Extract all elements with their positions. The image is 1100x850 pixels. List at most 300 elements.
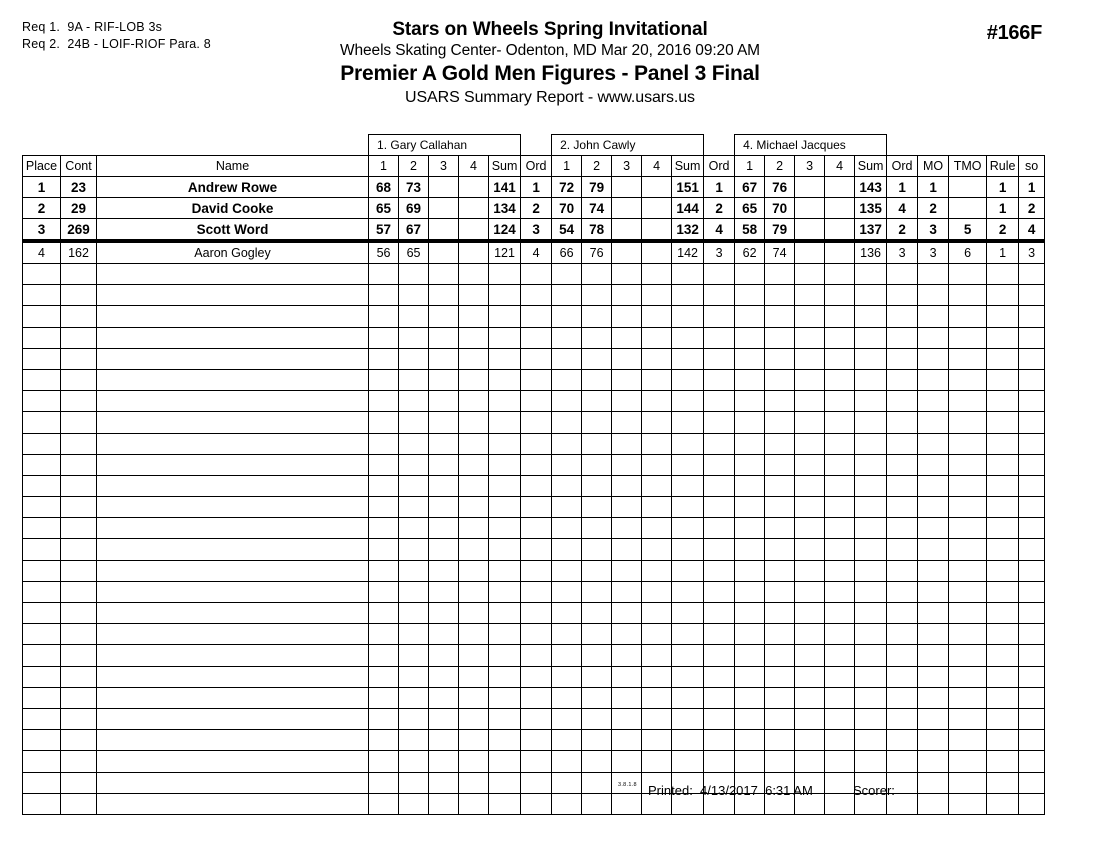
- cell-j3-figure-1: 65: [735, 198, 765, 219]
- cell-j3-figure-3: [795, 285, 825, 306]
- cell-j1-figure-3: [429, 285, 459, 306]
- cell-j2-ord: [704, 369, 735, 390]
- cell-j2-figure-3: [612, 751, 642, 772]
- cell-j2-figure-1: [552, 369, 582, 390]
- cell-rule: [987, 687, 1019, 708]
- cell-j1-ord: [521, 369, 552, 390]
- cell-j1-figure-2: [399, 433, 429, 454]
- cell-j2-ord: [704, 581, 735, 602]
- cell-j2-figure-4: [642, 454, 672, 475]
- cell-j3-figure-4: [825, 454, 855, 475]
- cell-j1-ord: [521, 348, 552, 369]
- cell-j1-figure-2: 67: [399, 219, 429, 242]
- cell-place: [23, 624, 61, 645]
- cell-j2-figure-4: [642, 708, 672, 729]
- table-row-empty[interactable]: [23, 645, 1045, 666]
- table-row-empty[interactable]: [23, 327, 1045, 348]
- cell-j3-sum: [855, 369, 887, 390]
- cell-j2-figure-3: [612, 264, 642, 285]
- table-row-empty[interactable]: [23, 539, 1045, 560]
- cell-j3-figure-1: [735, 645, 765, 666]
- cell-j3-figure-4: [825, 219, 855, 242]
- cell-j2-sum: [672, 687, 704, 708]
- cell-j3-figure-3: [795, 708, 825, 729]
- division-title: Premier A Gold Men Figures - Panel 3 Final: [340, 62, 760, 85]
- cell-place: [23, 285, 61, 306]
- cell-j3-figure-3: [795, 433, 825, 454]
- cell-j1-figure-4: [459, 264, 489, 285]
- cell-j3-figure-4: [825, 306, 855, 327]
- table-row-empty[interactable]: [23, 581, 1045, 602]
- table-row-empty[interactable]: [23, 369, 1045, 390]
- cell-skater-name: Scott Word: [97, 219, 369, 242]
- cell-j2-figure-1: [552, 666, 582, 687]
- cell-j1-sum: [489, 687, 521, 708]
- cell-j2-figure-2: [582, 369, 612, 390]
- col-header-j3-sum: Sum: [855, 156, 887, 177]
- cell-j3-figure-2: [765, 645, 795, 666]
- results-table: [22, 134, 1045, 815]
- cell-j3-figure-1: [735, 751, 765, 772]
- cell-j1-sum: [489, 581, 521, 602]
- cell-j2-figure-4: [642, 624, 672, 645]
- col-header-j1-figure-2: 2: [399, 156, 429, 177]
- cell-tmo: [949, 306, 987, 327]
- cell-j1-figure-1: 68: [369, 177, 399, 198]
- cell-j1-sum: [489, 327, 521, 348]
- cell-j3-ord: [887, 751, 918, 772]
- cell-skater-name: [97, 687, 369, 708]
- col-header-j2-figure-3: 3: [612, 156, 642, 177]
- cell-j1-sum: [489, 433, 521, 454]
- cell-j3-figure-4: [825, 497, 855, 518]
- cell-j3-figure-4: [825, 241, 855, 264]
- cell-j3-figure-2: [765, 454, 795, 475]
- cell-place: [23, 645, 61, 666]
- cell-rule: [987, 475, 1019, 496]
- cell-place: 4: [23, 241, 61, 264]
- cell-j2-figure-1: [552, 603, 582, 624]
- cell-j3-sum: [855, 751, 887, 772]
- cell-j3-ord: 2: [887, 219, 918, 242]
- cell-j2-figure-4: [642, 560, 672, 581]
- cell-j2-figure-1: [552, 581, 582, 602]
- cell-j2-sum: [672, 327, 704, 348]
- cell-j1-figure-2: [399, 751, 429, 772]
- cell-rule: [987, 285, 1019, 306]
- cell-j2-ord: [704, 624, 735, 645]
- cell-j2-figure-1: [552, 391, 582, 412]
- event-title: Stars on Wheels Spring Invitational: [392, 19, 708, 40]
- cell-j2-figure-4: [642, 475, 672, 496]
- cell-j1-figure-2: [399, 730, 429, 751]
- cell-j1-figure-4: [459, 581, 489, 602]
- cell-mo: [918, 433, 949, 454]
- cell-j1-figure-2: 69: [399, 198, 429, 219]
- cell-j3-figure-1: [735, 285, 765, 306]
- cell-j2-sum: [672, 730, 704, 751]
- cell-mo: [918, 518, 949, 539]
- cell-j1-figure-4: [459, 560, 489, 581]
- table-row-empty[interactable]: [23, 730, 1045, 751]
- judge-banner-spacer: [23, 135, 369, 156]
- table-row-empty[interactable]: [23, 348, 1045, 369]
- cell-skater-name: [97, 560, 369, 581]
- cell-j1-figure-4: [459, 306, 489, 327]
- cell-j3-figure-3: [795, 666, 825, 687]
- cell-j1-figure-2: [399, 264, 429, 285]
- cell-j2-sum: [672, 412, 704, 433]
- cell-j1-figure-2: [399, 518, 429, 539]
- cell-j2-figure-2: [582, 581, 612, 602]
- cell-j3-ord: [887, 518, 918, 539]
- cell-j2-figure-4: [642, 433, 672, 454]
- cell-j3-figure-2: [765, 624, 795, 645]
- cell-j3-sum: [855, 497, 887, 518]
- cell-j3-figure-1: [735, 603, 765, 624]
- cell-j2-figure-3: [612, 306, 642, 327]
- table-row-empty[interactable]: [23, 285, 1045, 306]
- judge-name-2: 2. John Cawly: [552, 135, 704, 156]
- cell-so: [1019, 348, 1045, 369]
- cell-cont: [61, 708, 97, 729]
- cell-mo: 1: [918, 177, 949, 198]
- cell-mo: [918, 539, 949, 560]
- cell-j3-figure-2: [765, 433, 795, 454]
- cell-rule: 2: [987, 219, 1019, 242]
- cell-rule: [987, 497, 1019, 518]
- table-row-empty[interactable]: [23, 603, 1045, 624]
- cell-skater-name: [97, 581, 369, 602]
- cell-tmo: [949, 581, 987, 602]
- cell-tmo: [949, 198, 987, 219]
- cell-j3-sum: [855, 454, 887, 475]
- cell-skater-name: [97, 497, 369, 518]
- cell-place: [23, 475, 61, 496]
- cell-cont: [61, 560, 97, 581]
- cell-so: [1019, 454, 1045, 475]
- table-row-empty[interactable]: [23, 666, 1045, 687]
- cell-j1-figure-1: [369, 624, 399, 645]
- table-row-empty[interactable]: [23, 687, 1045, 708]
- cell-j3-sum: [855, 518, 887, 539]
- cell-j1-figure-2: [399, 581, 429, 602]
- table-row[interactable]: [23, 219, 1045, 242]
- cell-j2-ord: [704, 264, 735, 285]
- cell-j2-figure-4: [642, 198, 672, 219]
- cell-j2-figure-3: [612, 369, 642, 390]
- cell-j3-figure-1: [735, 539, 765, 560]
- cell-place: [23, 730, 61, 751]
- cell-j3-figure-2: [765, 687, 795, 708]
- cell-j2-figure-4: [642, 412, 672, 433]
- cell-j1-figure-1: [369, 348, 399, 369]
- cell-j3-figure-2: [765, 285, 795, 306]
- cell-j3-sum: [855, 285, 887, 306]
- cell-j3-figure-2: [765, 560, 795, 581]
- cell-j3-ord: [887, 666, 918, 687]
- scorer-label: Scorer:: [853, 783, 895, 798]
- cell-j2-figure-1: [552, 475, 582, 496]
- cell-j3-sum: [855, 603, 887, 624]
- cell-j1-figure-4: [459, 327, 489, 348]
- table-row-empty[interactable]: [23, 475, 1045, 496]
- cell-rule: [987, 751, 1019, 772]
- cell-j3-figure-1: [735, 369, 765, 390]
- cell-j3-figure-1: [735, 518, 765, 539]
- cell-j3-figure-2: [765, 264, 795, 285]
- cell-mo: [918, 687, 949, 708]
- cell-j2-figure-4: [642, 241, 672, 264]
- cell-j2-ord: [704, 348, 735, 369]
- cell-j1-ord: [521, 624, 552, 645]
- cell-j1-figure-3: [429, 264, 459, 285]
- cell-j2-ord: [704, 687, 735, 708]
- col-header-rule: Rule: [987, 156, 1019, 177]
- cell-j3-sum: [855, 624, 887, 645]
- cell-j2-figure-4: [642, 666, 672, 687]
- cell-place: [23, 454, 61, 475]
- cell-j3-sum: [855, 475, 887, 496]
- cell-j3-figure-4: [825, 348, 855, 369]
- cell-j2-figure-3: [612, 730, 642, 751]
- cell-skater-name: [97, 327, 369, 348]
- table-row-empty[interactable]: [23, 412, 1045, 433]
- cell-j2-figure-4: [642, 327, 672, 348]
- cell-rule: 1: [987, 177, 1019, 198]
- cell-j3-figure-3: [795, 327, 825, 348]
- cell-j3-ord: 4: [887, 198, 918, 219]
- cell-j2-figure-4: [642, 751, 672, 772]
- cell-j2-sum: [672, 264, 704, 285]
- cell-j3-figure-2: [765, 751, 795, 772]
- cell-place: 1: [23, 177, 61, 198]
- cell-tmo: 5: [949, 219, 987, 242]
- cell-j3-figure-1: [735, 475, 765, 496]
- cell-rule: [987, 433, 1019, 454]
- cell-j3-ord: [887, 412, 918, 433]
- cell-j1-figure-2: 65: [399, 241, 429, 264]
- judge-header-row: [23, 135, 1045, 156]
- cell-j3-figure-3: [795, 348, 825, 369]
- table-row-empty[interactable]: [23, 518, 1045, 539]
- cell-j3-figure-3: [795, 219, 825, 242]
- cell-j2-figure-4: [642, 391, 672, 412]
- cell-j2-figure-1: [552, 624, 582, 645]
- cell-j2-figure-4: [642, 177, 672, 198]
- cell-j1-figure-3: [429, 581, 459, 602]
- cell-skater-name: [97, 369, 369, 390]
- cell-rule: [987, 624, 1019, 645]
- judge-banner-gap-1: [521, 135, 552, 156]
- cell-skater-name: [97, 603, 369, 624]
- cell-cont: [61, 433, 97, 454]
- cell-j1-figure-3: [429, 327, 459, 348]
- cell-j3-figure-3: [795, 412, 825, 433]
- table-row[interactable]: [23, 241, 1045, 264]
- col-header-name: Name: [97, 156, 369, 177]
- cell-j3-figure-1: [735, 497, 765, 518]
- judge-banner-tail: [918, 135, 1045, 156]
- cell-j2-figure-2: [582, 645, 612, 666]
- cell-j1-sum: [489, 391, 521, 412]
- cell-j3-figure-4: [825, 751, 855, 772]
- requirement-line-2: Req 2. 24B - LOIF-RIOF Para. 8: [22, 37, 211, 51]
- cell-j1-ord: [521, 603, 552, 624]
- cell-cont: [61, 454, 97, 475]
- cell-j1-sum: [489, 306, 521, 327]
- cell-tmo: [949, 475, 987, 496]
- cell-j3-ord: [887, 708, 918, 729]
- cell-j1-figure-3: [429, 687, 459, 708]
- cell-so: [1019, 708, 1045, 729]
- cell-j1-figure-2: [399, 603, 429, 624]
- col-header-so: so: [1019, 156, 1045, 177]
- cell-so: [1019, 666, 1045, 687]
- table-row-empty[interactable]: [23, 433, 1045, 454]
- cell-skater-name: David Cooke: [97, 198, 369, 219]
- table-row-empty[interactable]: [23, 454, 1045, 475]
- cell-j3-figure-1: [735, 391, 765, 412]
- cell-mo: [918, 603, 949, 624]
- cell-j1-figure-1: [369, 433, 399, 454]
- cell-j1-figure-1: [369, 645, 399, 666]
- cell-j2-figure-3: [612, 327, 642, 348]
- cell-j1-sum: 141: [489, 177, 521, 198]
- cell-j1-figure-3: [429, 219, 459, 242]
- cell-j3-figure-1: 67: [735, 177, 765, 198]
- cell-j1-figure-2: [399, 391, 429, 412]
- report-source-line: USARS Summary Report - www.usars.us: [405, 89, 695, 106]
- cell-mo: [918, 497, 949, 518]
- cell-j3-sum: [855, 306, 887, 327]
- cell-j1-figure-2: 73: [399, 177, 429, 198]
- cell-j1-figure-2: [399, 666, 429, 687]
- cell-place: [23, 412, 61, 433]
- cell-j1-sum: [489, 603, 521, 624]
- table-row-empty[interactable]: [23, 708, 1045, 729]
- cell-j2-figure-1: [552, 412, 582, 433]
- cell-tmo: [949, 560, 987, 581]
- cell-j3-sum: [855, 539, 887, 560]
- table-row-empty[interactable]: [23, 306, 1045, 327]
- cell-place: [23, 518, 61, 539]
- cell-tmo: [949, 369, 987, 390]
- cell-j3-figure-3: [795, 369, 825, 390]
- cell-tmo: [949, 708, 987, 729]
- cell-tmo: [949, 391, 987, 412]
- cell-j1-figure-3: [429, 645, 459, 666]
- cell-j3-sum: 135: [855, 198, 887, 219]
- cell-j1-ord: [521, 708, 552, 729]
- cell-so: [1019, 433, 1045, 454]
- table-row[interactable]: [23, 198, 1045, 219]
- cell-tmo: [949, 454, 987, 475]
- cell-j2-ord: [704, 751, 735, 772]
- cell-j1-figure-4: [459, 177, 489, 198]
- cell-j2-figure-3: [612, 219, 642, 242]
- cell-j1-sum: [489, 454, 521, 475]
- cell-j2-sum: [672, 306, 704, 327]
- cell-place: 2: [23, 198, 61, 219]
- cell-j2-sum: [672, 285, 704, 306]
- cell-j2-figure-3: [612, 348, 642, 369]
- cell-j3-sum: 143: [855, 177, 887, 198]
- cell-j3-sum: [855, 327, 887, 348]
- cell-j1-figure-1: [369, 518, 399, 539]
- cell-j2-sum: 132: [672, 219, 704, 242]
- cell-mo: [918, 751, 949, 772]
- cell-j3-figure-2: 70: [765, 198, 795, 219]
- judge-name-3: 4. Michael Jacques: [735, 135, 887, 156]
- cell-skater-name: [97, 708, 369, 729]
- cell-j1-figure-3: [429, 454, 459, 475]
- cell-j3-figure-1: 58: [735, 219, 765, 242]
- cell-j3-figure-3: [795, 581, 825, 602]
- table-row-empty[interactable]: [23, 751, 1045, 772]
- cell-j1-sum: [489, 264, 521, 285]
- version-text: 3.8.1.8: [618, 782, 637, 788]
- cell-j3-figure-4: [825, 433, 855, 454]
- cell-j1-figure-2: [399, 708, 429, 729]
- table-row-empty[interactable]: [23, 264, 1045, 285]
- cell-j1-figure-4: [459, 241, 489, 264]
- cell-j2-ord: [704, 412, 735, 433]
- cell-place: [23, 751, 61, 772]
- cell-tmo: [949, 177, 987, 198]
- cell-j3-sum: [855, 581, 887, 602]
- cell-place: [23, 369, 61, 390]
- cell-j3-ord: [887, 560, 918, 581]
- cell-tmo: [949, 433, 987, 454]
- cell-j1-figure-3: [429, 412, 459, 433]
- cell-j1-ord: 1: [521, 177, 552, 198]
- cell-j1-figure-4: [459, 219, 489, 242]
- table-row-empty[interactable]: [23, 391, 1045, 412]
- cell-j2-figure-4: [642, 348, 672, 369]
- cell-tmo: [949, 603, 987, 624]
- cell-j1-figure-1: [369, 454, 399, 475]
- cell-j3-figure-2: [765, 327, 795, 348]
- cell-j1-figure-4: [459, 687, 489, 708]
- table-row-empty[interactable]: [23, 624, 1045, 645]
- cell-j3-figure-4: [825, 539, 855, 560]
- cell-j2-sum: [672, 645, 704, 666]
- cell-j2-figure-2: [582, 327, 612, 348]
- cell-j3-figure-2: [765, 666, 795, 687]
- col-header-j1-figure-3: 3: [429, 156, 459, 177]
- cell-j1-figure-4: [459, 369, 489, 390]
- table-row-empty[interactable]: [23, 560, 1045, 581]
- cell-j1-figure-3: [429, 708, 459, 729]
- cell-j3-sum: [855, 391, 887, 412]
- cell-j3-figure-1: [735, 412, 765, 433]
- cell-j1-figure-1: [369, 560, 399, 581]
- cell-tmo: 6: [949, 241, 987, 264]
- cell-j3-ord: [887, 603, 918, 624]
- cell-so: [1019, 560, 1045, 581]
- cell-place: [23, 581, 61, 602]
- cell-j1-figure-3: [429, 475, 459, 496]
- cell-j2-ord: [704, 603, 735, 624]
- cell-j1-figure-4: [459, 497, 489, 518]
- cell-j1-figure-2: [399, 454, 429, 475]
- table-row-empty[interactable]: [23, 497, 1045, 518]
- cell-j2-figure-1: [552, 560, 582, 581]
- table-row[interactable]: [23, 177, 1045, 198]
- cell-mo: [918, 454, 949, 475]
- cell-mo: [918, 348, 949, 369]
